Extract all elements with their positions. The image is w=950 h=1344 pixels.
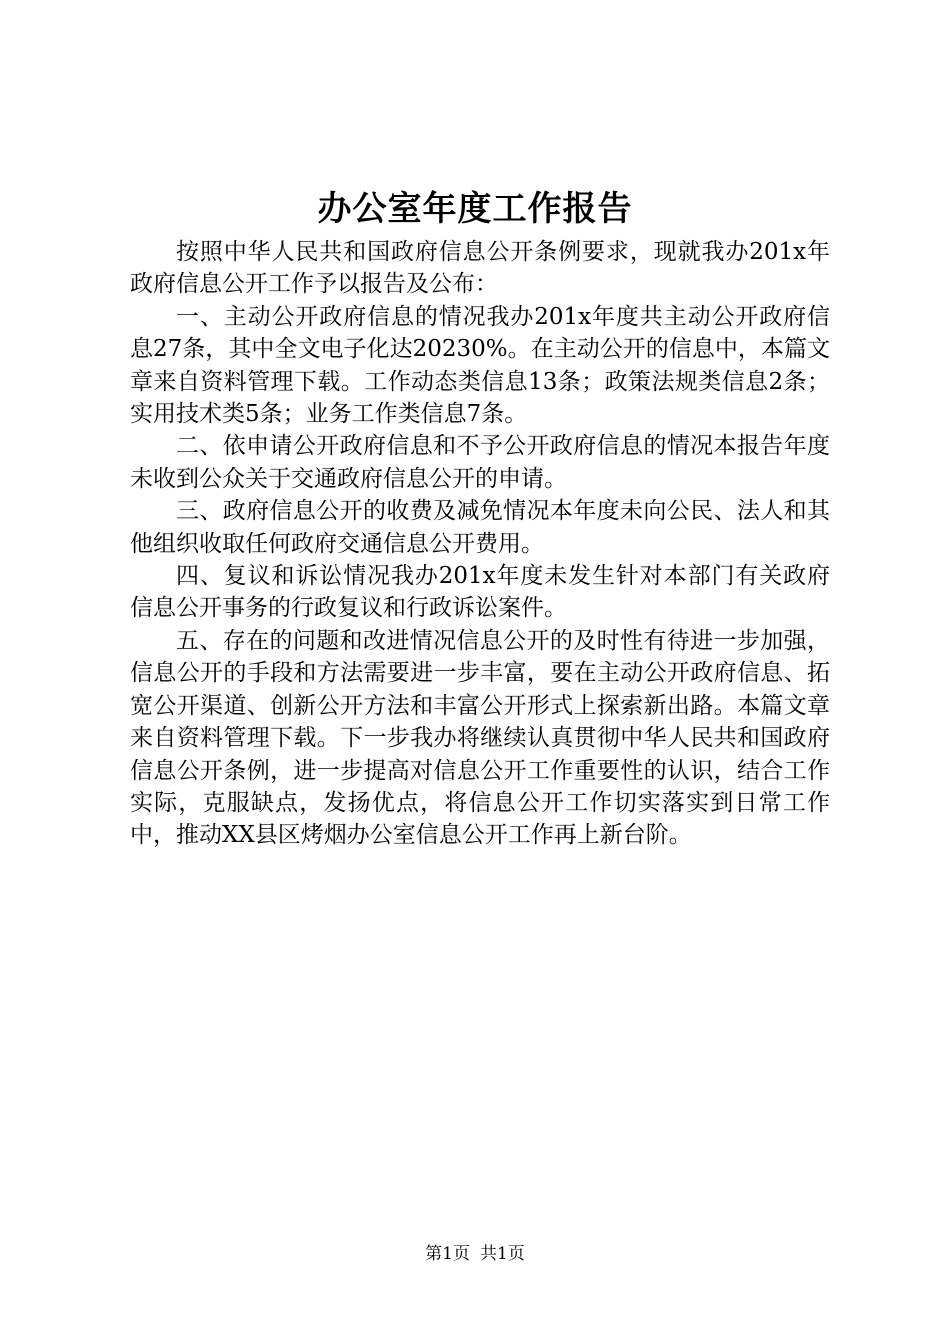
paragraph-intro: 按照中华人民共和国政府信息公开条例要求，现就我办201x年政府信息公开工作予以报告及公布：	[130, 239, 830, 298]
paragraph-section-5: 五、存在的问题和改进情况信息公开的及时性有待进一步加强，信息公开的手段和方法需要进一步丰富，要在主动公开政府信息、拓宽公开渠道、创新公开方法和丰富公开形式上探索新出路。本篇文章来自资料管理下载。下一步我办将继续认真贯彻中华人民共和国政府信息公开条例，进一步提高对信息公开工作重要性的认识，结合工作实际，克服缺点，发扬优点，将信息公开工作切实落实到日常工作中，推动XX县区烤烟办公室信息公开工作再上新台阶。	[130, 627, 830, 849]
page-footer	[0, 1242, 950, 1266]
document-body	[130, 236, 830, 852]
paragraph-section-4: 四、复议和诉讼情况我办201x年度未发生针对本部门有关政府信息公开事务的行政复议和行政诉讼案件。	[130, 563, 830, 622]
paragraph-section-3: 三、政府信息公开的收费及减免情况本年度未向公民、法人和其他组织收取任何政府交通信息公开费用。	[130, 498, 830, 557]
document-title: 办公室年度工作报告	[317, 189, 633, 229]
page-number-current: 第1页	[425, 1244, 470, 1264]
paragraph-section-1: 一、主动公开政府信息的情况我办201x年度共主动公开政府信息27条，其中全文电子化达20230%。在主动公开的信息中，本篇文章来自资料管理下载。工作动态类信息13条；政策法规类信息2条；实用技术类5条；业务工作类信息7条。	[130, 303, 830, 428]
page-number-total: 共1页	[480, 1244, 525, 1264]
paragraph-section-2: 二、依申请公开政府信息和不予公开政府信息的情况本报告年度未收到公众关于交通政府信息公开的申请。	[130, 433, 830, 492]
